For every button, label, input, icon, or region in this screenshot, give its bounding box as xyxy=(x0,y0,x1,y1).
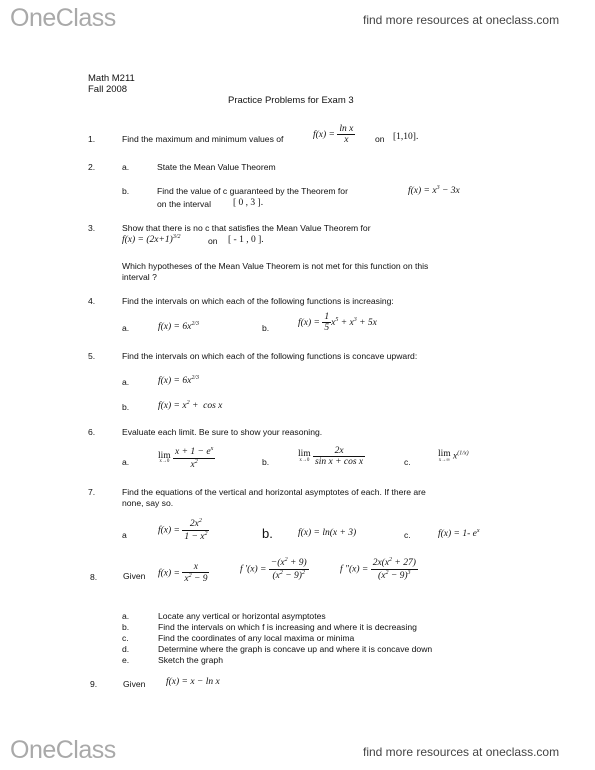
problem-3-formula: $f(x) = (2x+1)^{3/2}$ xyxy=(122,234,181,246)
problem-8-item-a-text: Locate any vertical or horizontal asymptotes xyxy=(158,611,326,621)
problem-8-number: 8. xyxy=(90,572,98,582)
problem-7-line1: Find the equations of the vertical and horizontal asymptotes of each. If there are xyxy=(122,487,426,497)
problem-4b-label: b. xyxy=(262,323,270,333)
problem-8-item-d-text: Determine where the graph is concave up and where it is concave down xyxy=(158,644,433,654)
problem-2b-text: Find the value of c guaranteed by the Theorem for xyxy=(157,186,348,196)
problem-4a-formula: $f(x) = 6x^{2/3}$ xyxy=(158,321,199,333)
problem-7-line2: none, say so. xyxy=(122,498,174,508)
problem-9-given: Given xyxy=(123,679,146,689)
tagline-top[interactable]: find more resources at oneclass.com xyxy=(363,13,560,27)
problem-4a-label: a. xyxy=(122,323,130,333)
problem-6a-formula: lim x→0 $\frac{x + 1 - e^x}{x^2}$ xyxy=(158,446,214,470)
problem-6b-label: b. xyxy=(262,457,270,467)
page-title: Practice Problems for Exam 3 xyxy=(228,95,354,106)
problem-6a-label: a. xyxy=(122,457,130,467)
problem-3-line2: Which hypotheses of the Mean Value Theorem is not met for this function on this xyxy=(122,261,429,271)
problem-4-number: 4. xyxy=(88,296,96,306)
problem-8-given: Given xyxy=(123,571,146,581)
problem-5a-formula: $f(x) = 6x^{2/3}$ xyxy=(158,375,199,387)
problem-1-formula: f(x) = $\frac{\text{ln x}}{x}$ xyxy=(313,124,354,146)
problem-6c-label: c. xyxy=(404,457,411,467)
problem-4-text: Find the intervals on which each of the following functions is increasing: xyxy=(122,296,394,306)
problem-3-on: on xyxy=(208,236,218,246)
problem-8-item-e-label: e. xyxy=(122,655,130,665)
problem-2b-interval: [ 0 , 3 ]. xyxy=(233,198,264,208)
oneclass-logo-bottom: OneClass xyxy=(10,736,116,764)
problem-9-number: 9. xyxy=(90,679,98,689)
problem-8-f: f(x) = $\frac{x}{x^2 - 9}$ xyxy=(158,562,208,585)
problem-8-item-a-label: a. xyxy=(122,611,130,621)
problem-6c-formula: lim x→∞ $x^{(1/x)}$ xyxy=(438,449,469,463)
problem-2b-text2: on the interval xyxy=(157,199,211,209)
problem-3-line3: interval ? xyxy=(122,272,157,282)
oneclass-logo-top: OneClass xyxy=(10,4,116,32)
problem-8-item-b-text: Find the intervals on which f is increasing and where it is decreasing xyxy=(158,622,417,632)
problem-5-text: Find the intervals on which each of the following functions is concave upward: xyxy=(122,351,418,361)
problem-1-on: on xyxy=(375,134,385,144)
problem-1-interval: [1,10]. xyxy=(393,132,419,142)
problem-5b-label: b. xyxy=(122,402,130,412)
problem-3-number: 3. xyxy=(88,223,96,233)
problem-5b-formula: $f(x) = x^2 + \cos x$ xyxy=(158,400,223,412)
problem-5-number: 5. xyxy=(88,351,96,361)
problem-2b-formula: $f(x) = x^3 - 3x$ xyxy=(408,185,460,197)
problem-1-text: Find the maximum and minimum values of xyxy=(122,134,284,144)
problem-8-item-c-text: Find the coordinates of any local maxima or minima xyxy=(158,633,355,643)
problem-8-item-b-label: b. xyxy=(122,622,130,632)
problem-8-item-d-label: d. xyxy=(122,644,130,654)
problem-7c-formula: f(x) = 1- $e^x$ xyxy=(438,528,480,540)
problem-6-text: Evaluate each limit. Be sure to show your reasoning. xyxy=(122,427,323,437)
term: Fall 2008 xyxy=(88,84,128,95)
problem-5a-label: a. xyxy=(122,377,130,387)
problem-7a-label: a xyxy=(122,530,127,540)
problem-2b-label: b. xyxy=(122,186,130,196)
problem-7c-label: c. xyxy=(404,530,411,540)
problem-7a-formula: f(x) = $\frac{2x^2}{1 - x^2}$ xyxy=(158,518,208,542)
problem-4b-formula: f(x) = $\frac{1}{5}$ $x^5 + x^3 + 5x$ xyxy=(298,312,377,334)
problem-8-item-e-text: Sketch the graph xyxy=(158,655,223,665)
problem-8-fprime: f ′(x) = $\frac{-(x^2 + 9)}{(x^2 - 9)^2}$ xyxy=(240,557,307,581)
problem-8-item-c-label: c. xyxy=(122,633,129,643)
problem-2a-label: a. xyxy=(122,162,130,172)
tagline-bottom[interactable]: find more resources at oneclass.com xyxy=(363,745,560,759)
problem-6-number: 6. xyxy=(88,427,96,437)
problem-6b-formula: lim x→0 $\frac{2x}{\text{sin x + cos x}}$ xyxy=(298,446,364,468)
problem-1-number: 1. xyxy=(88,134,96,144)
problem-2-number: 2. xyxy=(88,162,96,172)
problem-7-number: 7. xyxy=(88,487,96,497)
problem-9-formula: f(x) = x − ln x xyxy=(166,677,220,687)
problem-8-fdoubleprime: f ″(x) = $\frac{2x(x^2 + 27)}{(x^2 - 9)^3}$ xyxy=(340,557,416,581)
problem-7b-label: b. xyxy=(262,526,273,541)
course-name: Math M211 xyxy=(88,73,135,84)
problem-2a-text: State the Mean Value Theorem xyxy=(157,162,276,172)
problem-3-line1: Show that there is no c that satisfies the Mean Value Theorem for xyxy=(122,223,371,233)
problem-7b-formula: f(x) = ln(x + 3) xyxy=(298,528,357,538)
problem-3-interval: [ - 1 , 0 ]. xyxy=(228,235,264,245)
